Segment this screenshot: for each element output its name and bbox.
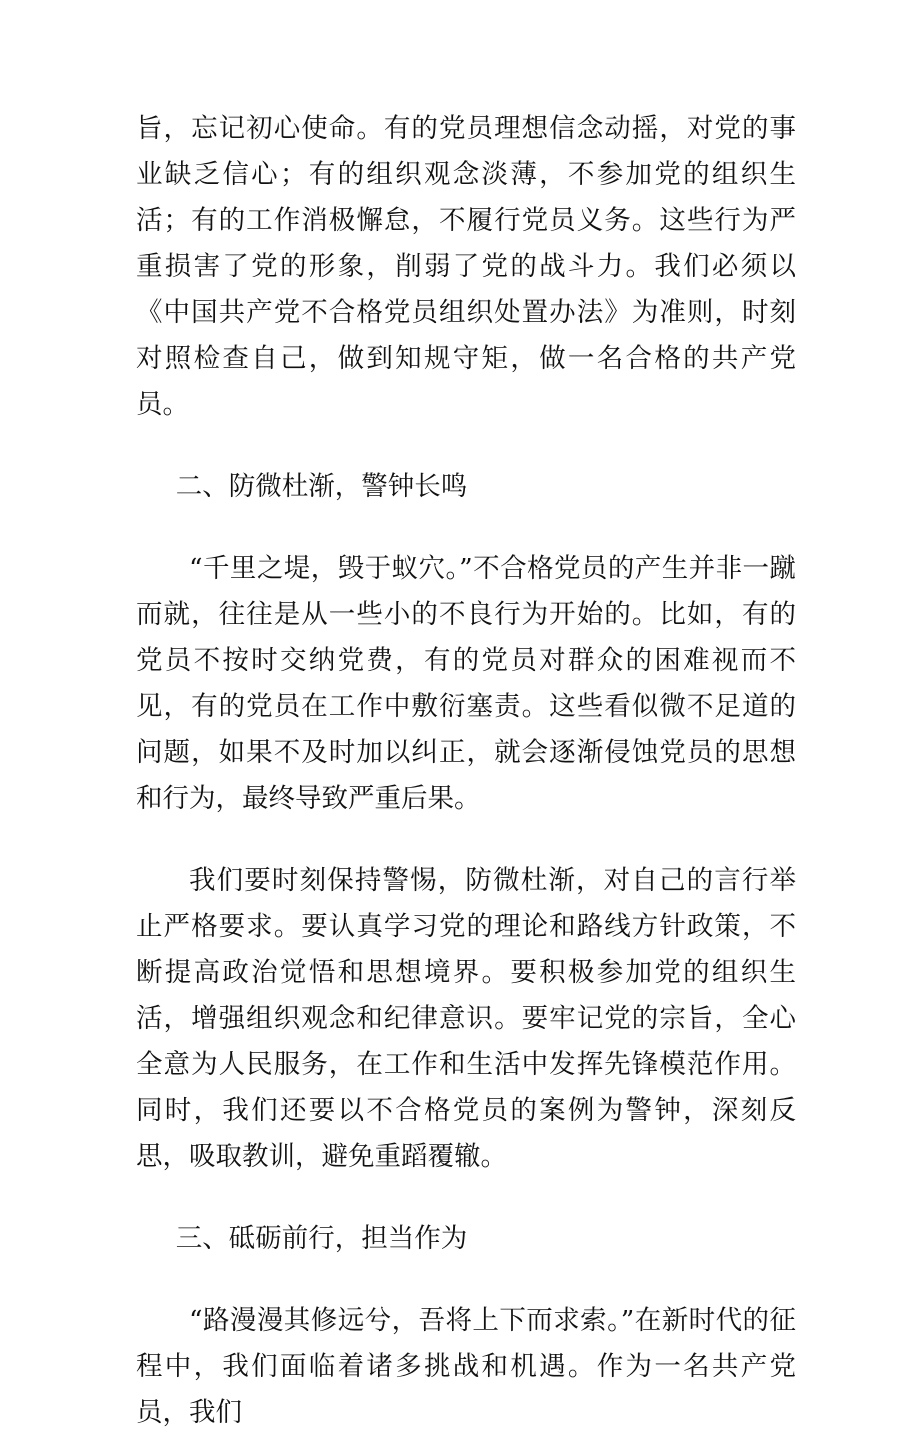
section-heading-2: 二、防微杜渐，警钟长鸣 — [175, 471, 468, 502]
paragraph: “路漫漫其修远兮，吾将上下而求索。”在新时代的征程中，我们面临着诸多挑战和机遇。作为一名共产党员，我们 — [136, 1305, 796, 1428]
paragraph: 我们要时刻保持警惕，防微杜渐，对自己的言行举止严格要求。要认真学习党的理论和路线方针政策，不断提高政治觉悟和思想境界。要积极参加党的组织生活，增强组织观念和纪律意识。要牢记党的宗旨，全心全意为人民服务，在工作和生活中发挥先锋模范作用。同时，我们还要以不合格党员的案例为警钟，深刻反思，吸取教训，避免重蹈覆辙。 — [136, 865, 796, 1172]
paragraph: “千里之堤，毁于蚁穴。”不合格党员的产生并非一蹴而就，往往是从一些小的不良行为开始的。比如，有的党员不按时交纳党费，有的党员对群众的困难视而不见，有的党员在工作中敷衍塞责。这些看似微不足道的问题，如果不及时加以纠正，就会逐渐侵蚀党员的思想和行为，最终导致严重后果。 — [136, 553, 796, 814]
paragraph-continued: 旨，忘记初心使命。有的党员理想信念动摇，对党的事业缺乏信心；有的组织观念淡薄，不参加党的组织生活；有的工作消极懈怠，不履行党员义务。这些行为严重损害了党的形象，削弱了党的战斗力。我们必须以《中国共产党不合格党员组织处置办法》为准则，时刻对照检查自己，做到知规守矩，做一名合格的共产党员。 — [136, 113, 796, 420]
document-body — [136, 106, 796, 1436]
section-heading-3: 三、砥砺前行，担当作为 — [175, 1223, 468, 1254]
